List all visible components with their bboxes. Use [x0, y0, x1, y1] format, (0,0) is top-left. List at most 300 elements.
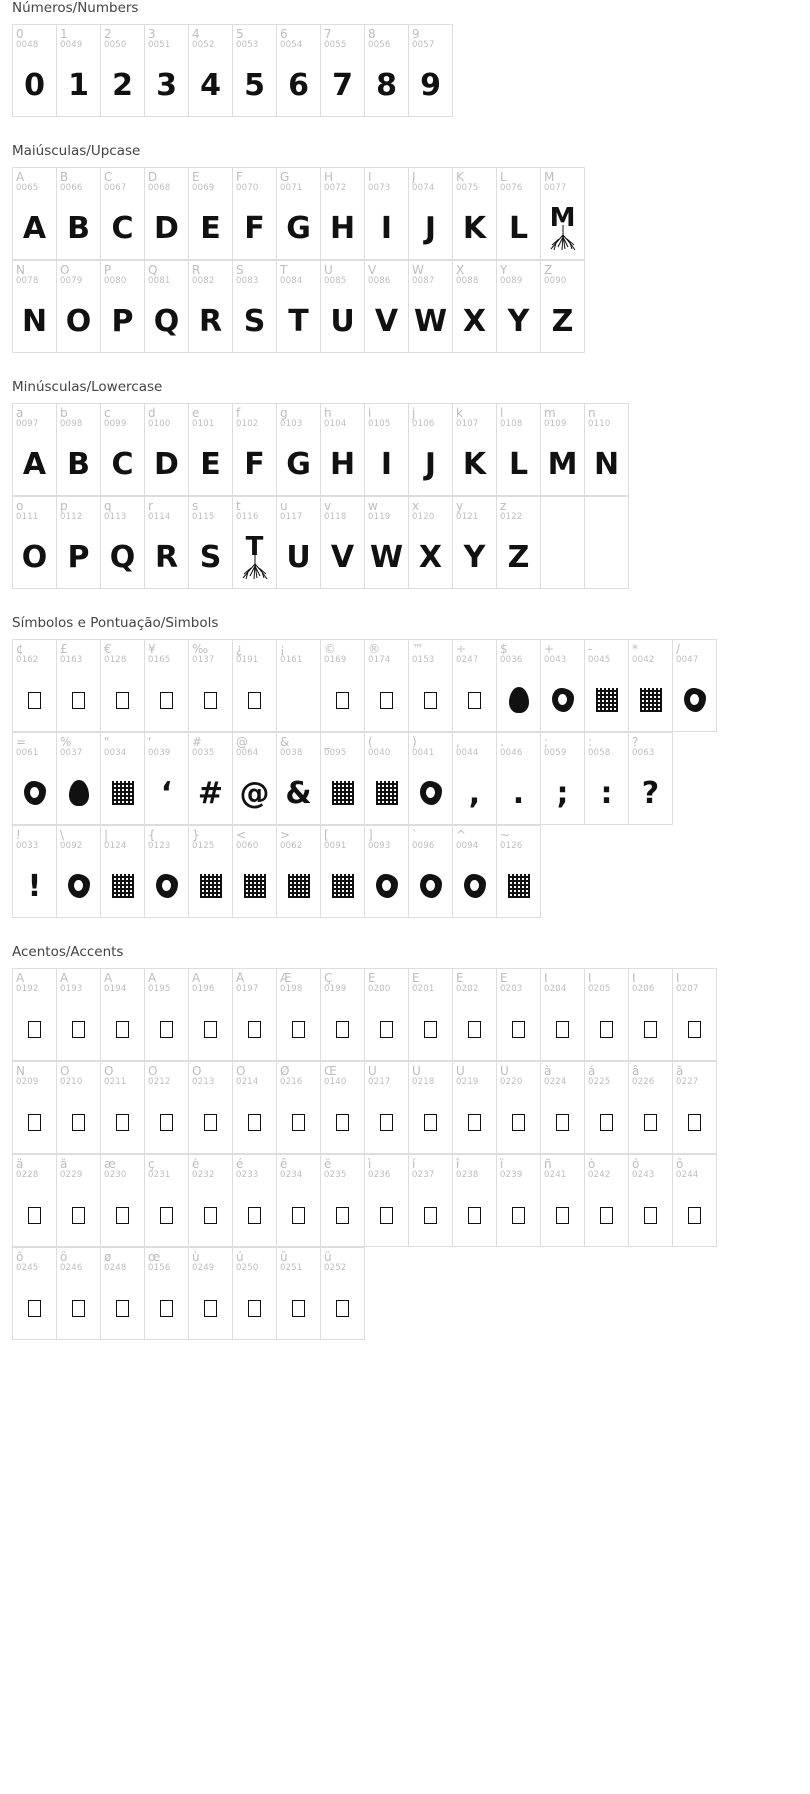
glyph-render [189, 527, 232, 587]
glyph-cell[interactable] [189, 497, 233, 589]
glyph-cell[interactable] [409, 168, 453, 260]
glyph-character-label: t [236, 500, 241, 513]
glyph-meta [233, 640, 276, 665]
glyph-character-label: î [456, 1158, 460, 1171]
glyph-code-label: 0065 [16, 183, 39, 193]
glyph-cell[interactable] [321, 969, 365, 1061]
glyph-cell[interactable] [365, 1062, 409, 1154]
glyph-cell[interactable] [321, 1062, 365, 1154]
glyph-preview: C [111, 210, 134, 246]
glyph-cell[interactable] [57, 497, 101, 589]
glyph-cell[interactable] [629, 1155, 673, 1247]
glyph-cell[interactable] [453, 1062, 497, 1154]
missing-glyph-box [28, 1207, 41, 1224]
glyph-character-label: Ú [412, 1065, 421, 1078]
glyph-character-label: ã [676, 1065, 684, 1078]
glyph-cell[interactable] [13, 168, 57, 260]
glyph-cell[interactable] [541, 640, 585, 732]
glyph-code-label: 0118 [324, 512, 347, 522]
glyph-cell[interactable] [277, 640, 321, 732]
decorative-glyph [420, 781, 442, 805]
glyph-cell[interactable] [145, 1155, 189, 1247]
glyph-meta [57, 1248, 100, 1273]
glyph-code-label: 0109 [544, 419, 567, 429]
glyph-cell[interactable] [233, 261, 277, 353]
glyph-cell[interactable] [189, 733, 233, 825]
glyph-render [189, 856, 232, 916]
glyph-render [57, 1278, 100, 1338]
glyph-cell[interactable] [277, 826, 321, 918]
glyph-row-grid [12, 496, 629, 589]
glyph-character-label: L [500, 171, 507, 184]
glyph-cell[interactable] [145, 25, 189, 117]
glyph-cell[interactable] [145, 261, 189, 353]
glyph-cell[interactable] [13, 1062, 57, 1154]
glyph-cell[interactable] [497, 1155, 541, 1247]
glyph-cell[interactable] [145, 640, 189, 732]
glyph-cell[interactable] [409, 1155, 453, 1247]
decorative-glyph [420, 874, 442, 898]
glyph-cell[interactable] [453, 640, 497, 732]
glyph-code-label: 0048 [16, 40, 39, 50]
glyph-render [409, 198, 452, 258]
glyph-cell[interactable] [453, 404, 497, 496]
glyph-cell[interactable] [57, 25, 101, 117]
missing-glyph-box [72, 1021, 85, 1038]
glyph-character-label: | [104, 829, 109, 842]
glyph-cell[interactable] [145, 497, 189, 589]
glyph-cell[interactable] [57, 640, 101, 732]
glyph-cell[interactable] [365, 640, 409, 732]
glyph-cell[interactable] [233, 826, 277, 918]
glyph-code-label: 0039 [148, 748, 171, 758]
glyph-cell[interactable] [57, 1062, 101, 1154]
glyph-meta [453, 168, 496, 193]
glyph-cell[interactable] [321, 1248, 365, 1340]
glyph-row-grid [12, 1154, 717, 1247]
decorative-glyph [288, 874, 310, 898]
glyph-cell[interactable] [233, 733, 277, 825]
missing-glyph-box [380, 1021, 393, 1038]
glyph-cell[interactable] [453, 733, 497, 825]
glyph-character-label: ô [676, 1158, 684, 1171]
glyph-cell[interactable] [13, 25, 57, 117]
glyph-cell[interactable] [57, 261, 101, 353]
glyph-cell[interactable] [13, 1155, 57, 1247]
glyph-cell[interactable] [629, 640, 673, 732]
glyph-render [453, 1092, 496, 1152]
glyph-cell[interactable] [101, 733, 145, 825]
glyph-code-label: 0224 [544, 1077, 567, 1087]
glyph-cell[interactable] [277, 1248, 321, 1340]
glyph-meta [145, 497, 188, 522]
glyph-render [409, 55, 452, 115]
glyph-cell[interactable] [277, 25, 321, 117]
glyph-cell[interactable] [233, 25, 277, 117]
glyph-cell[interactable] [409, 404, 453, 496]
glyph-code-label: 0085 [324, 276, 347, 286]
glyph-cell[interactable] [13, 497, 57, 589]
glyph-cell[interactable] [189, 25, 233, 117]
glyph-code-label: 0192 [16, 984, 39, 994]
decorative-glyph [200, 874, 222, 898]
glyph-meta [145, 826, 188, 851]
glyph-code-label: 0084 [280, 276, 303, 286]
glyph-render [321, 1092, 364, 1152]
decorative-glyph [508, 874, 530, 898]
glyph-cell[interactable] [13, 826, 57, 918]
glyph-render [145, 1092, 188, 1152]
glyph-preview: T [288, 303, 309, 339]
glyph-meta [629, 733, 672, 758]
glyph-render [321, 434, 364, 494]
glyph-cell[interactable] [277, 497, 321, 589]
glyph-cell[interactable] [541, 261, 585, 353]
glyph-character-label: ? [632, 736, 639, 749]
glyph-code-label: 0043 [544, 655, 567, 665]
glyph-cell[interactable] [453, 1155, 497, 1247]
glyph-cell[interactable] [101, 1155, 145, 1247]
glyph-meta [409, 404, 452, 429]
glyph-cell[interactable] [101, 168, 145, 260]
glyph-cell[interactable] [321, 261, 365, 353]
glyph-character-label: Â [104, 972, 113, 985]
glyph-cell[interactable] [409, 497, 453, 589]
glyph-cell[interactable] [409, 969, 453, 1061]
glyph-meta [101, 1248, 144, 1273]
glyph-cell[interactable] [145, 168, 189, 260]
glyph-cell[interactable] [233, 168, 277, 260]
glyph-cell[interactable] [541, 969, 585, 1061]
glyph-cell[interactable] [673, 1062, 717, 1154]
glyph-meta [277, 404, 320, 429]
glyph-character-label: ‰ [192, 643, 209, 656]
glyph-cell[interactable] [541, 1155, 585, 1247]
glyph-cell[interactable] [277, 261, 321, 353]
glyph-cell[interactable] [57, 168, 101, 260]
glyph-cell[interactable] [321, 1155, 365, 1247]
glyph-character-label: õ [16, 1251, 24, 1264]
glyph-cell[interactable] [365, 261, 409, 353]
glyph-cell[interactable] [409, 25, 453, 117]
glyph-code-label: 0103 [280, 419, 303, 429]
glyph-code-label: 0219 [456, 1077, 479, 1087]
glyph-cell[interactable] [57, 404, 101, 496]
glyph-code-label: 0037 [60, 748, 83, 758]
glyph-cell[interactable] [409, 261, 453, 353]
glyph-cell[interactable] [585, 1062, 629, 1154]
glyph-cell[interactable] [497, 261, 541, 353]
glyph-cell[interactable] [497, 497, 541, 589]
glyph-cell[interactable] [189, 640, 233, 732]
glyph-cell[interactable] [497, 733, 541, 825]
glyph-cell[interactable] [673, 640, 717, 732]
glyph-cell[interactable] [101, 969, 145, 1061]
glyph-cell[interactable] [233, 1062, 277, 1154]
glyph-cell[interactable] [321, 168, 365, 260]
glyph-character-label: f [236, 407, 241, 420]
glyph-render [233, 670, 276, 730]
glyph-cell[interactable] [629, 733, 673, 825]
decorative-glyph [332, 781, 354, 805]
decorative-glyph [552, 688, 574, 712]
glyph-cell[interactable] [497, 1062, 541, 1154]
glyph-meta [101, 640, 144, 665]
glyph-cell[interactable] [189, 404, 233, 496]
glyph-meta [233, 1248, 276, 1273]
glyph-character-label: ; [544, 736, 549, 749]
glyph-character-label: F [236, 171, 243, 184]
glyph-render [101, 55, 144, 115]
glyph-cell[interactable] [673, 969, 717, 1061]
glyph-render [145, 55, 188, 115]
glyph-character-label: ë [324, 1158, 332, 1171]
glyph-code-label: 0087 [412, 276, 435, 286]
glyph-cell[interactable] [453, 969, 497, 1061]
glyph-cell[interactable] [453, 826, 497, 918]
glyph-code-label: 0062 [280, 841, 303, 851]
glyph-render [145, 763, 188, 823]
glyph-render [453, 527, 496, 587]
missing-glyph-box [292, 1114, 305, 1131]
glyph-cell[interactable] [13, 969, 57, 1061]
glyph-cell[interactable] [365, 497, 409, 589]
glyph-render [145, 999, 188, 1059]
glyph-cell[interactable] [13, 640, 57, 732]
glyph-cell[interactable] [497, 640, 541, 732]
glyph-cell[interactable] [409, 826, 453, 918]
glyph-code-label: 0237 [412, 1170, 435, 1180]
glyph-cell[interactable] [13, 261, 57, 353]
glyph-cell[interactable] [409, 733, 453, 825]
glyph-cell[interactable] [233, 640, 277, 732]
glyph-cell[interactable] [277, 404, 321, 496]
glyph-cell[interactable] [101, 497, 145, 589]
glyph-cell[interactable] [101, 1248, 145, 1340]
glyph-cell[interactable] [365, 1155, 409, 1247]
glyph-code-label: 0106 [412, 419, 435, 429]
glyph-cell[interactable] [189, 1155, 233, 1247]
glyph-cell[interactable] [321, 497, 365, 589]
glyph-render [189, 1185, 232, 1245]
glyph-cell[interactable] [189, 1062, 233, 1154]
glyph-cell[interactable] [321, 733, 365, 825]
glyph-cell[interactable] [585, 497, 629, 589]
glyph-character-label: r [148, 500, 153, 513]
glyph-cell[interactable] [189, 168, 233, 260]
glyph-code-label: 0094 [456, 841, 479, 851]
glyph-character-label: B [60, 171, 69, 184]
glyph-meta [541, 261, 584, 286]
glyph-cell[interactable] [233, 404, 277, 496]
glyph-row-grid [12, 968, 717, 1061]
glyph-cell[interactable] [189, 261, 233, 353]
glyph-cell[interactable] [101, 404, 145, 496]
glyph-preview: I [380, 210, 393, 246]
glyph-meta [541, 640, 584, 665]
glyph-meta [57, 1062, 100, 1087]
glyph-meta [13, 168, 56, 193]
glyph-cell[interactable] [101, 1062, 145, 1154]
glyph-cell[interactable] [277, 1062, 321, 1154]
glyph-cell[interactable] [57, 1155, 101, 1247]
glyph-render [409, 763, 452, 823]
glyph-preview: O [21, 539, 48, 575]
glyph-cell[interactable] [13, 1248, 57, 1340]
glyph-cell[interactable] [497, 168, 541, 260]
glyph-cell[interactable] [585, 404, 629, 496]
glyph-render [189, 1092, 232, 1152]
glyph-meta [321, 25, 364, 50]
glyph-cell[interactable] [365, 404, 409, 496]
missing-glyph-box [204, 1300, 217, 1317]
glyph-cell[interactable] [277, 733, 321, 825]
glyph-row-grid [12, 732, 673, 825]
glyph-cell[interactable] [365, 733, 409, 825]
glyph-meta [365, 168, 408, 193]
glyph-character-label: \ [60, 829, 65, 842]
glyph-cell[interactable] [277, 1155, 321, 1247]
glyph-cell[interactable] [541, 168, 585, 260]
glyph-meta [365, 25, 408, 50]
glyph-code-label: 0194 [104, 984, 127, 994]
glyph-cell[interactable] [409, 1062, 453, 1154]
glyph-code-label: 0230 [104, 1170, 127, 1180]
glyph-character-label: h [324, 407, 332, 420]
glyph-cell[interactable] [13, 404, 57, 496]
glyph-cell[interactable] [233, 969, 277, 1061]
glyph-render [321, 999, 364, 1059]
glyph-render [497, 999, 540, 1059]
glyph-cell[interactable] [541, 733, 585, 825]
glyph-cell[interactable] [145, 1062, 189, 1154]
glyph-cell[interactable] [145, 826, 189, 918]
glyph-code-label: 0104 [324, 419, 347, 429]
glyph-cell[interactable] [321, 404, 365, 496]
missing-glyph-box [380, 692, 393, 709]
glyph-cell[interactable] [57, 826, 101, 918]
glyph-character-label: û [280, 1251, 288, 1264]
glyph-cell[interactable] [145, 733, 189, 825]
glyph-cell[interactable] [57, 969, 101, 1061]
glyph-cell[interactable] [145, 969, 189, 1061]
glyph-row-grid [12, 167, 585, 260]
glyph-cell[interactable] [57, 1248, 101, 1340]
glyph-character-label: $ [500, 643, 508, 656]
glyph-cell[interactable] [497, 826, 541, 918]
glyph-cell[interactable] [453, 261, 497, 353]
glyph-render [145, 856, 188, 916]
glyph-character-label: È [368, 972, 376, 985]
glyph-cell[interactable] [453, 168, 497, 260]
glyph-cell[interactable] [365, 826, 409, 918]
glyph-character-label: * [632, 643, 638, 656]
glyph-render [409, 434, 452, 494]
glyph-cell[interactable] [145, 1248, 189, 1340]
glyph-cell[interactable] [585, 969, 629, 1061]
glyph-code-label: 0199 [324, 984, 347, 994]
glyph-character-label: Ñ [16, 1065, 25, 1078]
glyph-preview: D [154, 446, 179, 482]
glyph-cell[interactable] [57, 733, 101, 825]
glyph-cell[interactable] [233, 1155, 277, 1247]
glyph-cell[interactable] [101, 826, 145, 918]
glyph-cell[interactable] [497, 969, 541, 1061]
glyph-meta [145, 640, 188, 665]
glyph-cell[interactable] [541, 497, 585, 589]
glyph-cell[interactable] [453, 497, 497, 589]
glyph-character-label: C [104, 171, 113, 184]
glyph-cell[interactable] [497, 404, 541, 496]
glyph-cell[interactable] [585, 733, 629, 825]
glyph-cell[interactable] [145, 404, 189, 496]
glyph-render [365, 1092, 408, 1152]
glyph-code-label: 0091 [324, 841, 347, 851]
glyph-cell[interactable] [321, 25, 365, 117]
glyph-render [585, 1185, 628, 1245]
glyph-cell[interactable] [365, 25, 409, 117]
glyph-cell[interactable] [233, 497, 277, 589]
glyph-cell[interactable] [13, 733, 57, 825]
glyph-meta [233, 261, 276, 286]
glyph-render [321, 1185, 364, 1245]
glyph-cell[interactable] [101, 25, 145, 117]
glyph-cell[interactable] [365, 969, 409, 1061]
glyph-cell[interactable] [189, 826, 233, 918]
glyph-cell[interactable] [629, 969, 673, 1061]
glyph-render [145, 198, 188, 258]
glyph-cell[interactable] [189, 1248, 233, 1340]
glyph-preview: G [286, 446, 311, 482]
glyph-cell[interactable] [585, 640, 629, 732]
glyph-cell[interactable] [365, 168, 409, 260]
glyph-cell[interactable] [673, 1155, 717, 1247]
glyph-cell[interactable] [277, 969, 321, 1061]
glyph-render [277, 856, 320, 916]
glyph-character-label: 9 [412, 28, 420, 41]
glyph-cell[interactable] [585, 1155, 629, 1247]
glyph-cell[interactable] [541, 404, 585, 496]
glyph-cell[interactable] [101, 261, 145, 353]
glyph-cell[interactable] [321, 640, 365, 732]
glyph-cell[interactable] [189, 969, 233, 1061]
glyph-cell[interactable] [233, 1248, 277, 1340]
glyph-character-label: O [60, 264, 70, 277]
glyph-render [13, 198, 56, 258]
glyph-code-label: 0035 [192, 748, 215, 758]
glyph-code-label: 0235 [324, 1170, 347, 1180]
glyph-cell[interactable] [277, 168, 321, 260]
charmap-section [0, 0, 810, 117]
glyph-render [453, 434, 496, 494]
glyph-code-label: 0205 [588, 984, 611, 994]
glyph-character-label: { [148, 829, 156, 842]
missing-glyph-box [72, 1207, 85, 1224]
glyph-cell[interactable] [409, 640, 453, 732]
glyph-cell[interactable] [321, 826, 365, 918]
glyph-cell[interactable] [101, 640, 145, 732]
glyph-cell[interactable] [629, 1062, 673, 1154]
glyph-character-label: £ [60, 643, 68, 656]
glyph-meta [277, 261, 320, 286]
glyph-meta [57, 826, 100, 851]
glyph-preview: . [512, 775, 525, 811]
missing-glyph-box [292, 1207, 305, 1224]
glyph-preview: R [198, 303, 223, 339]
glyph-cell[interactable] [541, 1062, 585, 1154]
glyph-character-label: a [16, 407, 24, 420]
glyph-meta [541, 404, 584, 429]
